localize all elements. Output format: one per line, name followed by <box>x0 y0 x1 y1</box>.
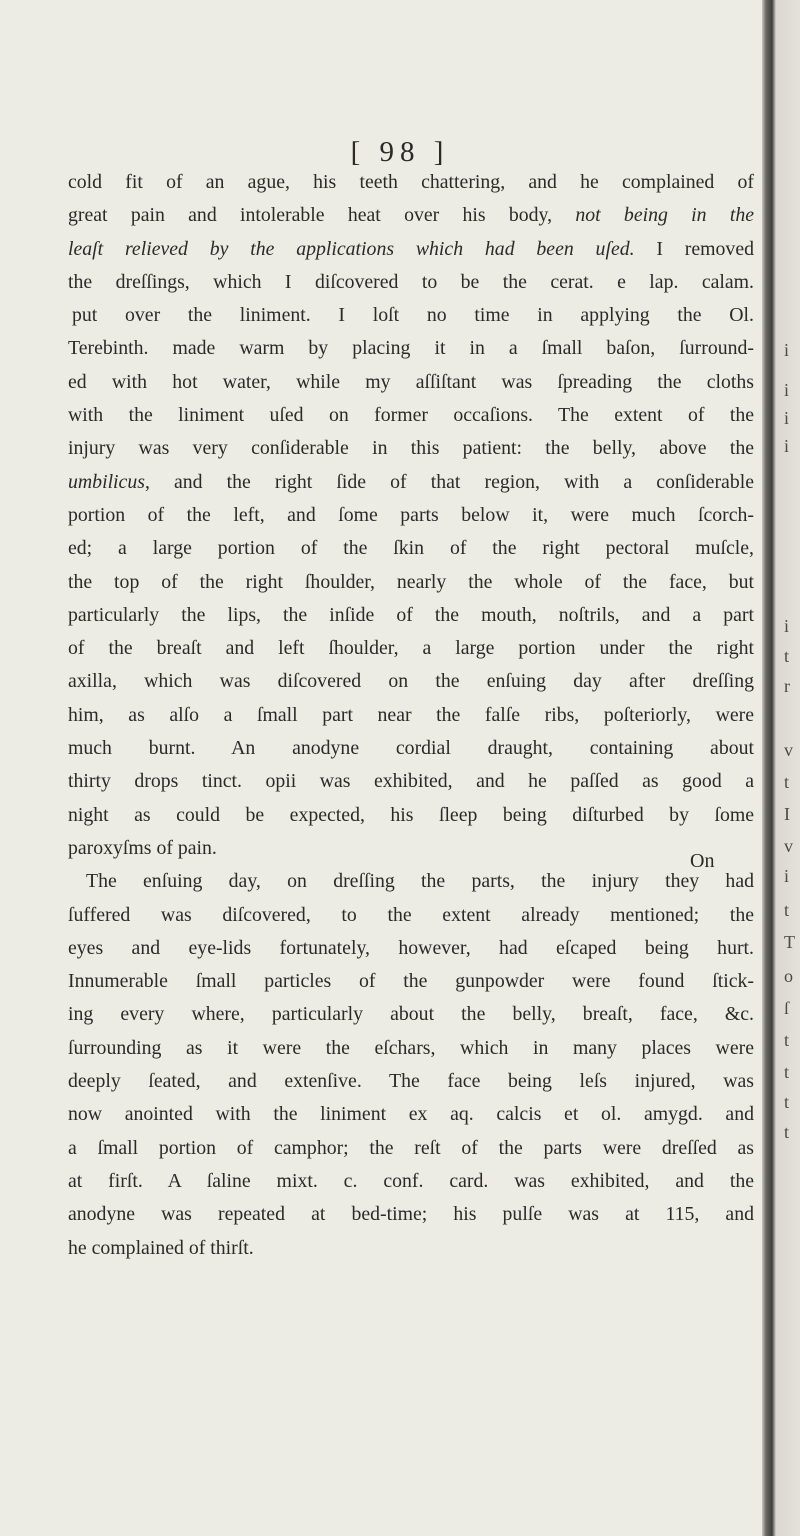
page-number-header: [ 98 ] <box>350 136 450 168</box>
body-text <box>68 166 754 1265</box>
facing-page-letter: i <box>784 340 790 360</box>
facing-page-letter: t <box>784 772 790 792</box>
text-segment: great pain and intolerable heat over his body, <box>68 204 576 227</box>
text-line: the top of the right ſhoulder, nearly the whole of the face, but <box>68 570 754 593</box>
text-line: ſurrounding as it were the eſchars, which in many places were <box>68 1036 754 1059</box>
text-line: him, as alſo a ſmall part near the falſe ribs, poſteriorly, were <box>68 703 754 726</box>
text-line: a ſmall portion of camphor; the reſt of the parts were dreſſed as <box>68 1136 754 1159</box>
text-line: Terebinth. made warm by placing it in a ſmall baſon, ſurround- <box>68 337 754 360</box>
facing-page-letter: o <box>784 966 793 986</box>
text-line: particularly the lips, the inſide of the mouth, noſtrils, and a part <box>68 603 754 626</box>
text-line: cold fit of an ague, his teeth chattering, and he complained of <box>68 171 754 193</box>
facing-page-letter: I <box>784 804 790 824</box>
facing-page-letter: ſ <box>784 998 790 1018</box>
facing-page-letter: t <box>784 646 790 666</box>
text-line: Innumerable ſmall particles of the gunpowder were found ſtick- <box>68 970 754 993</box>
text-line <box>68 233 754 266</box>
facing-page-letter: T <box>784 932 795 952</box>
facing-page-letter: i <box>784 866 790 886</box>
text-line <box>68 199 754 232</box>
text-line: eyes and eye-lids fortunately, however, had eſcaped being hurt. <box>68 936 754 959</box>
text-line: put over the liniment. I loſt no time in applying the Ol. <box>72 304 754 327</box>
facing-page-letter: t <box>784 1092 790 1112</box>
text-line: The enſuing day, on dreſſing the parts, the injury they had <box>86 870 754 893</box>
text-line: he complained of thirſt. <box>68 1236 254 1259</box>
text-line: with the liniment uſed on former occaſions. The extent of the <box>68 404 754 427</box>
catchword: On <box>690 850 715 872</box>
facing-page-letter: i <box>784 616 790 636</box>
facing-page-letter: i <box>784 380 790 400</box>
facing-page-letter: t <box>784 1062 790 1082</box>
text-line: at firſt. A ſaline mixt. c. conf. card. was exhibited, and the <box>68 1169 754 1192</box>
text-line: ed with hot water, while my aſſiſtant was ſpreading the cloths <box>68 370 754 393</box>
text-segment: I removed <box>634 237 754 260</box>
facing-page-letter: v <box>784 836 793 856</box>
facing-page-letter: v <box>784 740 793 760</box>
facing-page-letter: i <box>784 436 790 456</box>
text-line: now anointed with the liniment ex aq. calcis et ol. amygd. and <box>68 1103 754 1126</box>
text-line: ing every where, particularly about the belly, breaſt, face, &c. <box>68 1003 754 1026</box>
italic-phrase: leaſt relieved by the applications which had been uſed. <box>68 237 635 260</box>
text-line: portion of the left, and ſome parts below it, were much ſcorch- <box>68 503 754 526</box>
text-line: ed; a large portion of the ſkin of the right pectoral muſcle, <box>68 537 754 560</box>
text-segment: , and the right ſide of that region, with a conſiderable <box>144 470 754 493</box>
text-line: deeply ſeated, and extenſive. The face being leſs injured, was <box>68 1070 754 1093</box>
text-line: of the breaſt and left ſhoulder, a large portion under the right <box>68 637 754 660</box>
italic-phrase: umbilicus <box>68 470 145 493</box>
facing-page-letter: t <box>784 900 790 920</box>
italic-phrase: not being in the <box>575 204 754 227</box>
facing-page-letter: i <box>784 408 790 428</box>
facing-page-edge <box>780 0 800 1536</box>
text-line <box>68 466 754 499</box>
text-line: axilla, which was diſcovered on the enſuing day after dreſſing <box>68 670 754 693</box>
facing-page-letter: t <box>784 1122 790 1142</box>
text-line: night as could be expected, his ſleep being diſturbed by ſome <box>68 803 754 826</box>
facing-page-letter: t <box>784 1030 790 1050</box>
facing-page-letter: r <box>784 676 790 696</box>
text-line: injury was very conſiderable in this patient: the belly, above the <box>68 437 754 460</box>
text-line: thirty drops tinct. opii was exhibited, and he paſſed as good a <box>68 770 754 793</box>
text-line: anodyne was repeated at bed-time; his pulſe was at 115, and <box>68 1203 754 1226</box>
text-line: paroxyſms of pain. <box>68 836 217 859</box>
text-line: much burnt. An anodyne cordial draught, containing about <box>68 737 754 760</box>
text-line: the dreſſings, which I diſcovered to be the cerat. e lap. calam. <box>68 270 754 293</box>
text-line: ſuffered was diſcovered, to the extent already mentioned; the <box>68 903 754 926</box>
